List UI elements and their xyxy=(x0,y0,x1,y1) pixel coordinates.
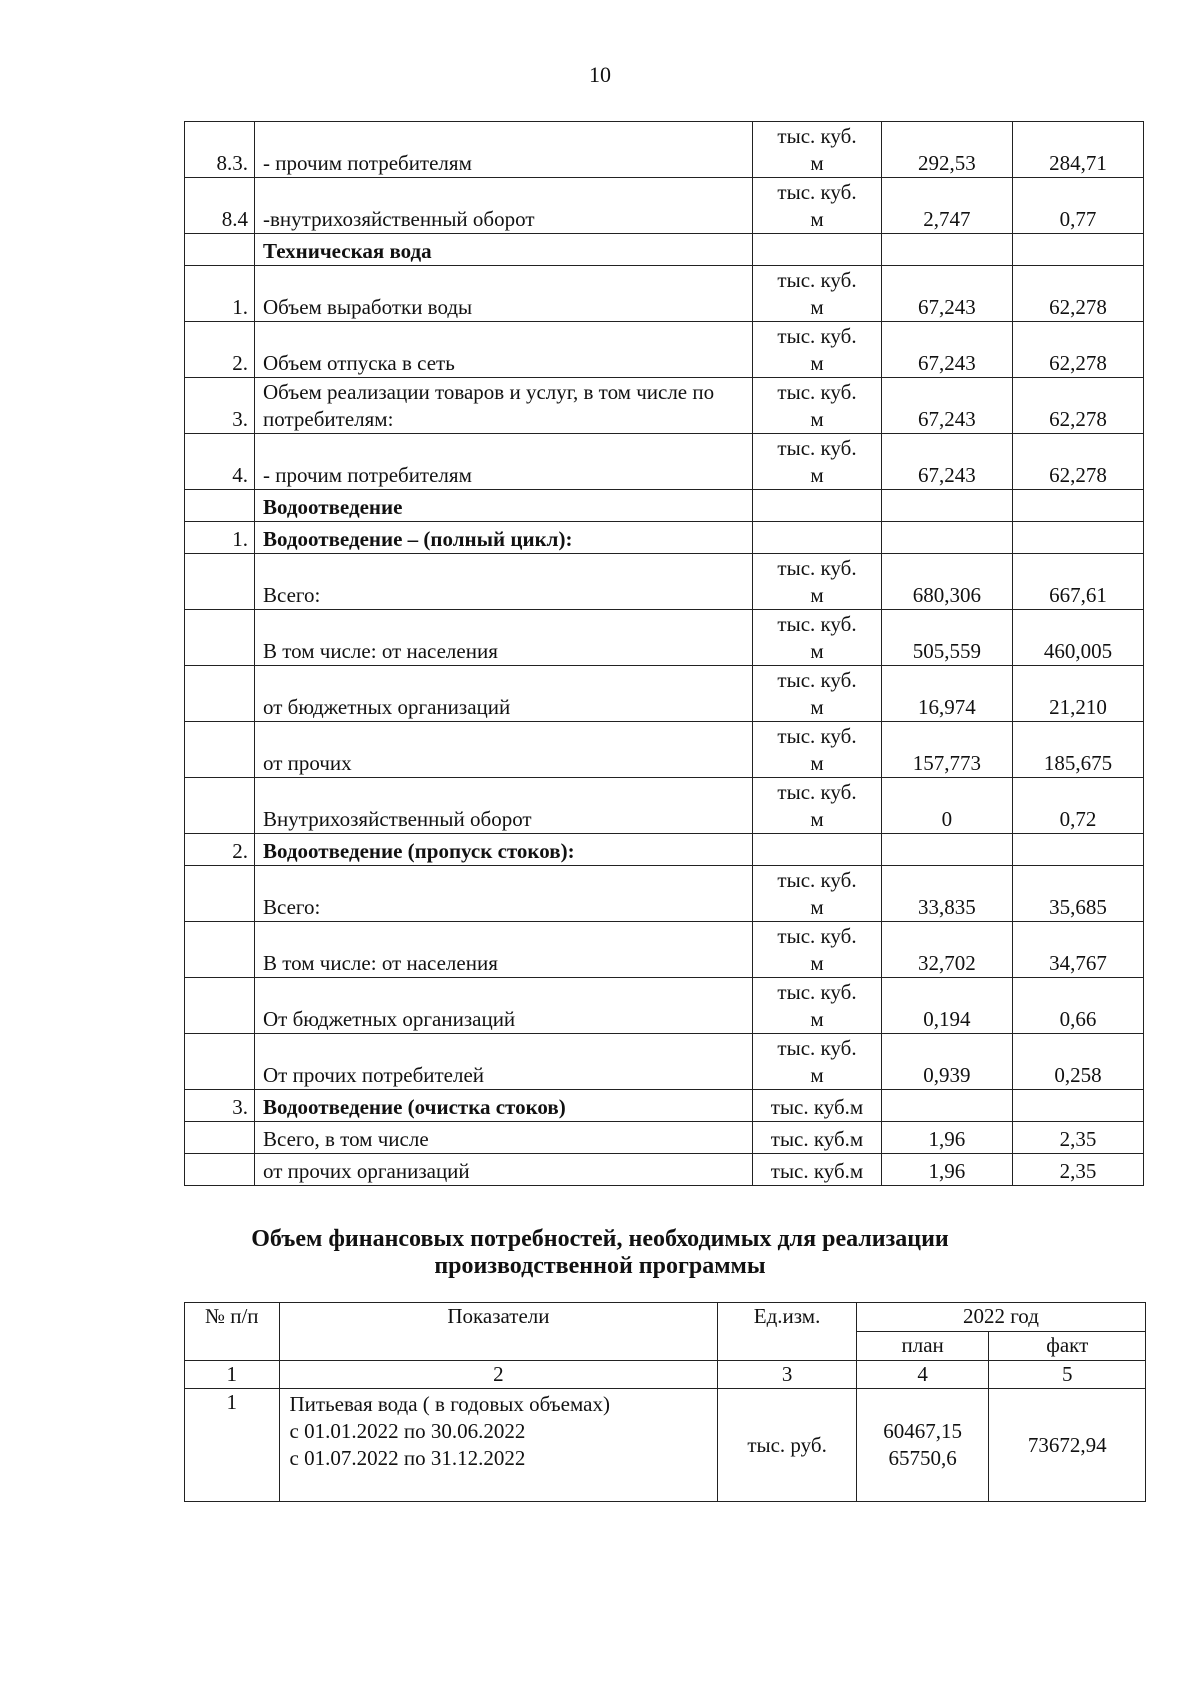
row-unit-line2: м xyxy=(810,1063,824,1087)
row-unit xyxy=(753,378,882,434)
row-unit xyxy=(753,122,882,178)
row-unit-line1: тыс. куб. xyxy=(777,180,857,204)
table-row xyxy=(185,378,1144,434)
row-fact xyxy=(1012,490,1143,522)
header-year: 2022 год xyxy=(856,1303,1145,1332)
row-number: 8.4 xyxy=(185,178,255,234)
finance-table xyxy=(184,1302,1146,1502)
row-indicator: от прочих организаций xyxy=(255,1154,753,1186)
row-unit xyxy=(753,1034,882,1090)
row-fact xyxy=(1012,834,1143,866)
row-plan: 1,96 xyxy=(881,1154,1012,1186)
table-row xyxy=(185,1090,1144,1122)
row-unit-line1: тыс. куб. xyxy=(777,668,857,692)
row-unit xyxy=(753,610,882,666)
row-unit-line1: тыс. куб. xyxy=(777,324,857,348)
row-number: 1. xyxy=(185,522,255,554)
table-row xyxy=(185,1154,1144,1186)
row-fact: 667,61 xyxy=(1012,554,1143,610)
row-indicator: Объем отпуска в сеть xyxy=(255,322,753,378)
row-plan xyxy=(856,1389,989,1502)
row-plan: 67,243 xyxy=(881,322,1012,378)
row-unit xyxy=(753,522,882,554)
row-unit-line1: тыс. куб. xyxy=(777,980,857,1004)
row-indicator: Водоотведение – (полный цикл): xyxy=(255,522,753,554)
table-row xyxy=(185,978,1144,1034)
row-indicator: -внутрихозяйственный оборот xyxy=(255,178,753,234)
row-unit-line1: тыс. куб. xyxy=(777,556,857,580)
row-fact: 0,258 xyxy=(1012,1034,1143,1090)
row-plan: 67,243 xyxy=(881,378,1012,434)
row-unit-line1: тыс. куб. xyxy=(777,380,857,404)
row-unit xyxy=(753,490,882,522)
row-unit-line1: тыс. куб. xyxy=(777,924,857,948)
row-unit-line2: м xyxy=(810,895,824,919)
row-unit xyxy=(753,1122,882,1154)
row-plan: 2,747 xyxy=(881,178,1012,234)
table-row xyxy=(185,722,1144,778)
table-row xyxy=(185,922,1144,978)
row-indicator-line1: Питьевая вода ( в годовых объемах) xyxy=(289,1392,610,1416)
row-unit-line2: м xyxy=(810,351,824,375)
row-fact: 62,278 xyxy=(1012,322,1143,378)
production-table-body xyxy=(185,122,1144,1186)
row-indicator: - прочим потребителям xyxy=(255,122,753,178)
row-unit xyxy=(753,834,882,866)
section-title-line2: производственной программы xyxy=(434,1253,766,1279)
table-row xyxy=(185,178,1144,234)
row-unit-line1: тыс. куб. xyxy=(777,1036,857,1060)
row-plan xyxy=(881,234,1012,266)
row-plan: 67,243 xyxy=(881,434,1012,490)
row-unit xyxy=(753,178,882,234)
row-unit-line2: м xyxy=(810,207,824,231)
row-fact: 62,278 xyxy=(1012,434,1143,490)
row-indicator: Объем реализации товаров и услуг, в том числе по потребителям: xyxy=(255,378,753,434)
row-plan xyxy=(881,522,1012,554)
section-title xyxy=(0,1226,1200,1280)
table-row xyxy=(185,490,1144,522)
row-number xyxy=(185,234,255,266)
table-row xyxy=(185,834,1144,866)
table-row xyxy=(185,610,1144,666)
row-number xyxy=(185,1122,255,1154)
row-fact: 2,35 xyxy=(1012,1154,1143,1186)
row-num: 1 xyxy=(185,1389,280,1502)
row-plan xyxy=(881,834,1012,866)
row-plan: 32,702 xyxy=(881,922,1012,978)
row-indicator: от прочих xyxy=(255,722,753,778)
production-table xyxy=(184,121,1144,1186)
row-plan: 1,96 xyxy=(881,1122,1012,1154)
row-unit xyxy=(753,234,882,266)
row-fact xyxy=(1012,234,1143,266)
row-plan-1: 60467,15 xyxy=(883,1419,963,1443)
row-number xyxy=(185,922,255,978)
row-fact: 460,005 xyxy=(1012,610,1143,666)
table-row xyxy=(185,522,1144,554)
row-indicator: Водоотведение (очистка стоков) xyxy=(255,1090,753,1122)
row-unit xyxy=(753,554,882,610)
row-unit xyxy=(753,266,882,322)
row-plan: 0,194 xyxy=(881,978,1012,1034)
row-unit-line2: м xyxy=(810,639,824,663)
row-plan: 33,835 xyxy=(881,866,1012,922)
row-unit-line2: м xyxy=(810,951,824,975)
row-plan-2: 65750,6 xyxy=(888,1446,957,1470)
row-fact: 34,767 xyxy=(1012,922,1143,978)
row-unit-line2: м xyxy=(810,407,824,431)
colnum-3: 3 xyxy=(718,1361,857,1389)
row-unit-line2: м xyxy=(810,695,824,719)
table-row xyxy=(185,1122,1144,1154)
row-fact: 185,675 xyxy=(1012,722,1143,778)
header-fact: факт xyxy=(989,1332,1146,1361)
row-number: 4. xyxy=(185,434,255,490)
row-plan xyxy=(881,490,1012,522)
row-unit-line2: м xyxy=(810,583,824,607)
table-row xyxy=(185,266,1144,322)
row-unit-line2: м xyxy=(810,1007,824,1031)
row-indicator: От бюджетных организаций xyxy=(255,978,753,1034)
row-indicator: В том числе: от населения xyxy=(255,610,753,666)
table-row xyxy=(185,666,1144,722)
header-unit: Ед.изм. xyxy=(718,1303,857,1361)
row-number: 3. xyxy=(185,378,255,434)
row-plan: 0,939 xyxy=(881,1034,1012,1090)
row-plan: 16,974 xyxy=(881,666,1012,722)
row-unit-line2: м xyxy=(810,463,824,487)
row-indicator: - прочим потребителям xyxy=(255,434,753,490)
row-number xyxy=(185,1034,255,1090)
row-unit-line1: тыс. куб.м xyxy=(770,1159,864,1183)
row-number: 1. xyxy=(185,266,255,322)
table-row xyxy=(185,554,1144,610)
table-row xyxy=(185,866,1144,922)
row-indicator-line3: с 01.07.2022 по 31.12.2022 xyxy=(289,1446,526,1470)
row-unit xyxy=(753,978,882,1034)
row-number xyxy=(185,778,255,834)
row-fact: 0,66 xyxy=(1012,978,1143,1034)
row-unit xyxy=(753,434,882,490)
table-row xyxy=(185,322,1144,378)
row-indicator: Всего: xyxy=(255,866,753,922)
row-indicator: от бюджетных организаций xyxy=(255,666,753,722)
row-number xyxy=(185,554,255,610)
row-indicator: От прочих потребителей xyxy=(255,1034,753,1090)
row-plan: 0 xyxy=(881,778,1012,834)
row-plan xyxy=(881,1090,1012,1122)
row-number: 2. xyxy=(185,834,255,866)
row-number xyxy=(185,866,255,922)
row-unit-line1: тыс. куб. xyxy=(777,612,857,636)
row-fact xyxy=(1012,522,1143,554)
row-unit-line1: тыс. куб. xyxy=(777,268,857,292)
row-unit-line1: тыс. куб. xyxy=(777,780,857,804)
row-indicator: Объем выработки воды xyxy=(255,266,753,322)
row-fact: 35,685 xyxy=(1012,866,1143,922)
row-unit xyxy=(753,666,882,722)
row-indicator: Всего: xyxy=(255,554,753,610)
row-unit xyxy=(753,1154,882,1186)
table-row xyxy=(185,1034,1144,1090)
row-indicator: Внутрихозяйственный оборот xyxy=(255,778,753,834)
row-fact xyxy=(1012,1090,1143,1122)
row-fact: 62,278 xyxy=(1012,266,1143,322)
row-unit-line1: тыс. куб.м xyxy=(770,1127,864,1151)
row-unit-line2: м xyxy=(810,751,824,775)
row-fact: 73672,94 xyxy=(989,1389,1146,1502)
row-unit-line1: тыс. куб. xyxy=(777,868,857,892)
row-plan: 67,243 xyxy=(881,266,1012,322)
colnum-4: 4 xyxy=(856,1361,989,1389)
row-indicator-line2: с 01.01.2022 по 30.06.2022 xyxy=(289,1419,526,1443)
row-indicator: Техническая вода xyxy=(255,234,753,266)
row-unit-line1: тыс. куб. xyxy=(777,124,857,148)
row-fact: 0,72 xyxy=(1012,778,1143,834)
row-fact: 0,77 xyxy=(1012,178,1143,234)
colnum-2: 2 xyxy=(279,1361,718,1389)
header-num: № п/п xyxy=(185,1303,280,1361)
row-unit xyxy=(753,922,882,978)
row-number xyxy=(185,1154,255,1186)
row-unit-line1: тыс. куб. xyxy=(777,436,857,460)
table-row xyxy=(185,234,1144,266)
row-unit xyxy=(753,722,882,778)
table-row xyxy=(185,778,1144,834)
row-indicator: В том числе: от населения xyxy=(255,922,753,978)
row-number: 2. xyxy=(185,322,255,378)
row-plan: 292,53 xyxy=(881,122,1012,178)
row-unit xyxy=(753,778,882,834)
row-number xyxy=(185,490,255,522)
row-number xyxy=(185,666,255,722)
row-number xyxy=(185,978,255,1034)
row-unit xyxy=(753,322,882,378)
row-fact: 62,278 xyxy=(1012,378,1143,434)
finance-header-row xyxy=(185,1303,1146,1332)
row-fact: 21,210 xyxy=(1012,666,1143,722)
row-unit: тыс. руб. xyxy=(718,1389,857,1502)
row-number: 3. xyxy=(185,1090,255,1122)
row-indicator: Водоотведение (пропуск стоков): xyxy=(255,834,753,866)
row-indicator: Водоотведение xyxy=(255,490,753,522)
row-number xyxy=(185,610,255,666)
finance-colnum-row xyxy=(185,1361,1146,1389)
row-unit-line2: м xyxy=(810,807,824,831)
row-indicator: Всего, в том числе xyxy=(255,1122,753,1154)
row-fact: 284,71 xyxy=(1012,122,1143,178)
section-title-line1: Объем финансовых потребностей, необходимых для реализации xyxy=(251,1226,949,1252)
header-plan: план xyxy=(856,1332,989,1361)
row-unit-line1: тыс. куб. xyxy=(777,724,857,748)
row-plan: 680,306 xyxy=(881,554,1012,610)
page-number: 10 xyxy=(589,62,611,87)
row-unit xyxy=(753,1090,882,1122)
colnum-5: 5 xyxy=(989,1361,1146,1389)
row-unit-line1: тыс. куб.м xyxy=(770,1095,864,1119)
row-unit-line2: м xyxy=(810,151,824,175)
row-plan: 157,773 xyxy=(881,722,1012,778)
row-number xyxy=(185,722,255,778)
row-plan: 505,559 xyxy=(881,610,1012,666)
row-indicator xyxy=(279,1389,718,1502)
table-row xyxy=(185,122,1144,178)
header-indicator: Показатели xyxy=(279,1303,718,1361)
row-number: 8.3. xyxy=(185,122,255,178)
colnum-1: 1 xyxy=(185,1361,280,1389)
finance-data-row xyxy=(185,1389,1146,1502)
row-unit-line2: м xyxy=(810,295,824,319)
row-fact: 2,35 xyxy=(1012,1122,1143,1154)
row-unit xyxy=(753,866,882,922)
table-row xyxy=(185,434,1144,490)
